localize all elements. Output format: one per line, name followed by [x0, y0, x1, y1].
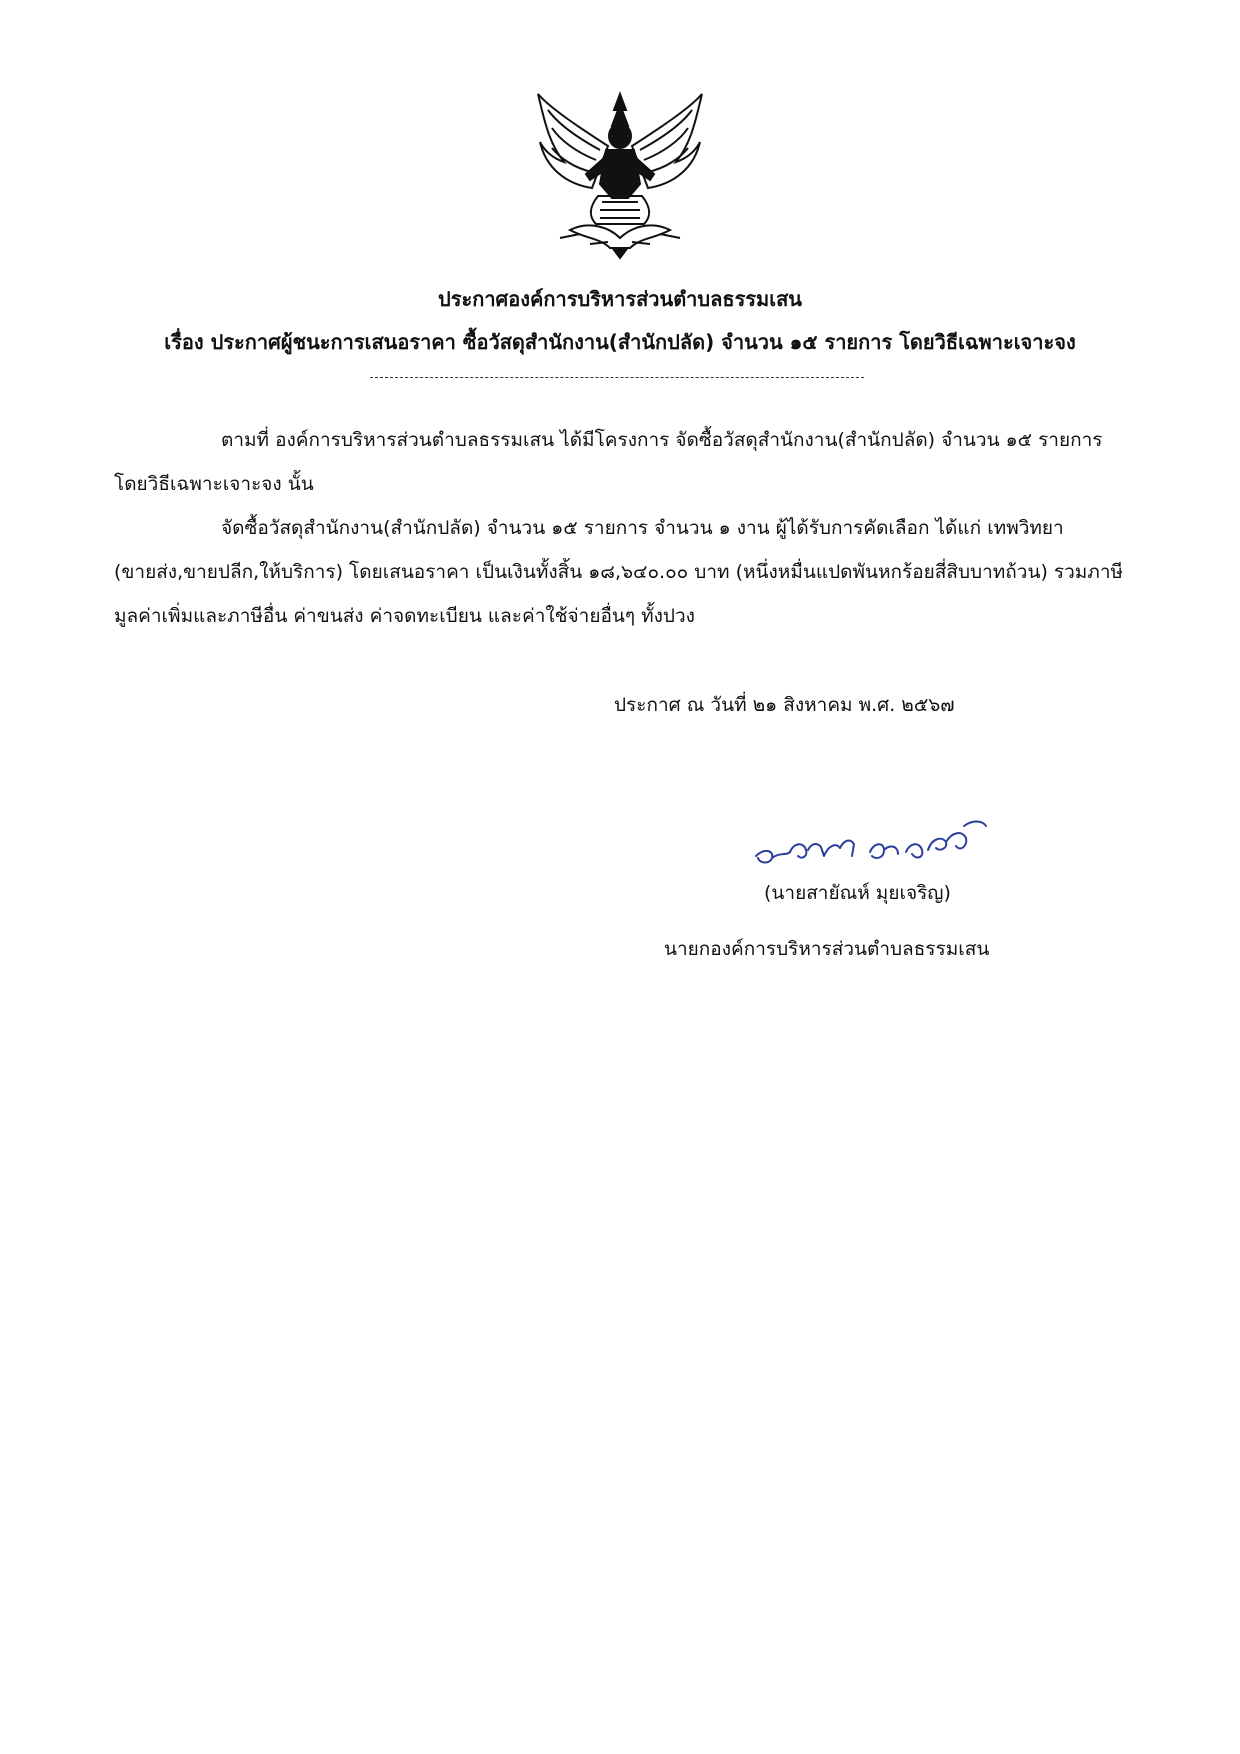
announcement-organization-title: ประกาศองค์การบริหารส่วนตำบลธรรมเสน — [438, 287, 802, 311]
title-divider — [370, 377, 864, 378]
signer-position: นายกองค์การบริหารส่วนตำบลธรรมเสน — [664, 938, 990, 960]
body-paragraph-winner: จัดซื้อวัสดุสำนักงาน(สำนักปลัด) จำนวน ๑๕ รายการ จำนวน ๑ งาน ผู้ได้รับการคัดเลือก ได้แก่ เทพวิทยา (ขายส่ง,ขายปลีก,ให้บริการ) โดยเสนอราคา เป็นเงินทั้งสิ้น ๑๘,๖๔๐.๐๐ บาท (หนึ่งหมื่นแปดพันหกร้อยสี่สิบบาทถ้วน) รวมภาษีมูลค่าเพิ่มและภาษีอื่น ค่าขนส่ง ค่าจดทะเบียน และค่าใช้จ่ายอื่นๆ ทั้งปวง — [114, 517, 1124, 627]
announcement-date: ประกาศ ณ วันที่ ๒๑ สิงหาคม พ.ศ. ๒๕๖๗ — [614, 694, 955, 716]
signer-name: (นายสายัณห์ มุยเจริญ) — [764, 882, 951, 904]
garuda-emblem-icon — [530, 88, 710, 260]
body-paragraph-project: ตามที่ องค์การบริหารส่วนตำบลธรรมเสน ได้มีโครงการ จัดซื้อวัสดุสำนักงาน(สำนักปลัด) จำนวน ๑๕ รายการ โดยวิธีเฉพาะเจาะจง นั้น — [114, 429, 1103, 495]
handwritten-signature — [750, 812, 1000, 872]
announcement-subject-title: เรื่อง ประกาศผู้ชนะการเสนอราคา ซื้อวัสดุสำนักงาน(สำนักปลัด) จำนวน ๑๕ รายการ โดยวิธีเฉพาะเจาะจง — [164, 330, 1076, 354]
